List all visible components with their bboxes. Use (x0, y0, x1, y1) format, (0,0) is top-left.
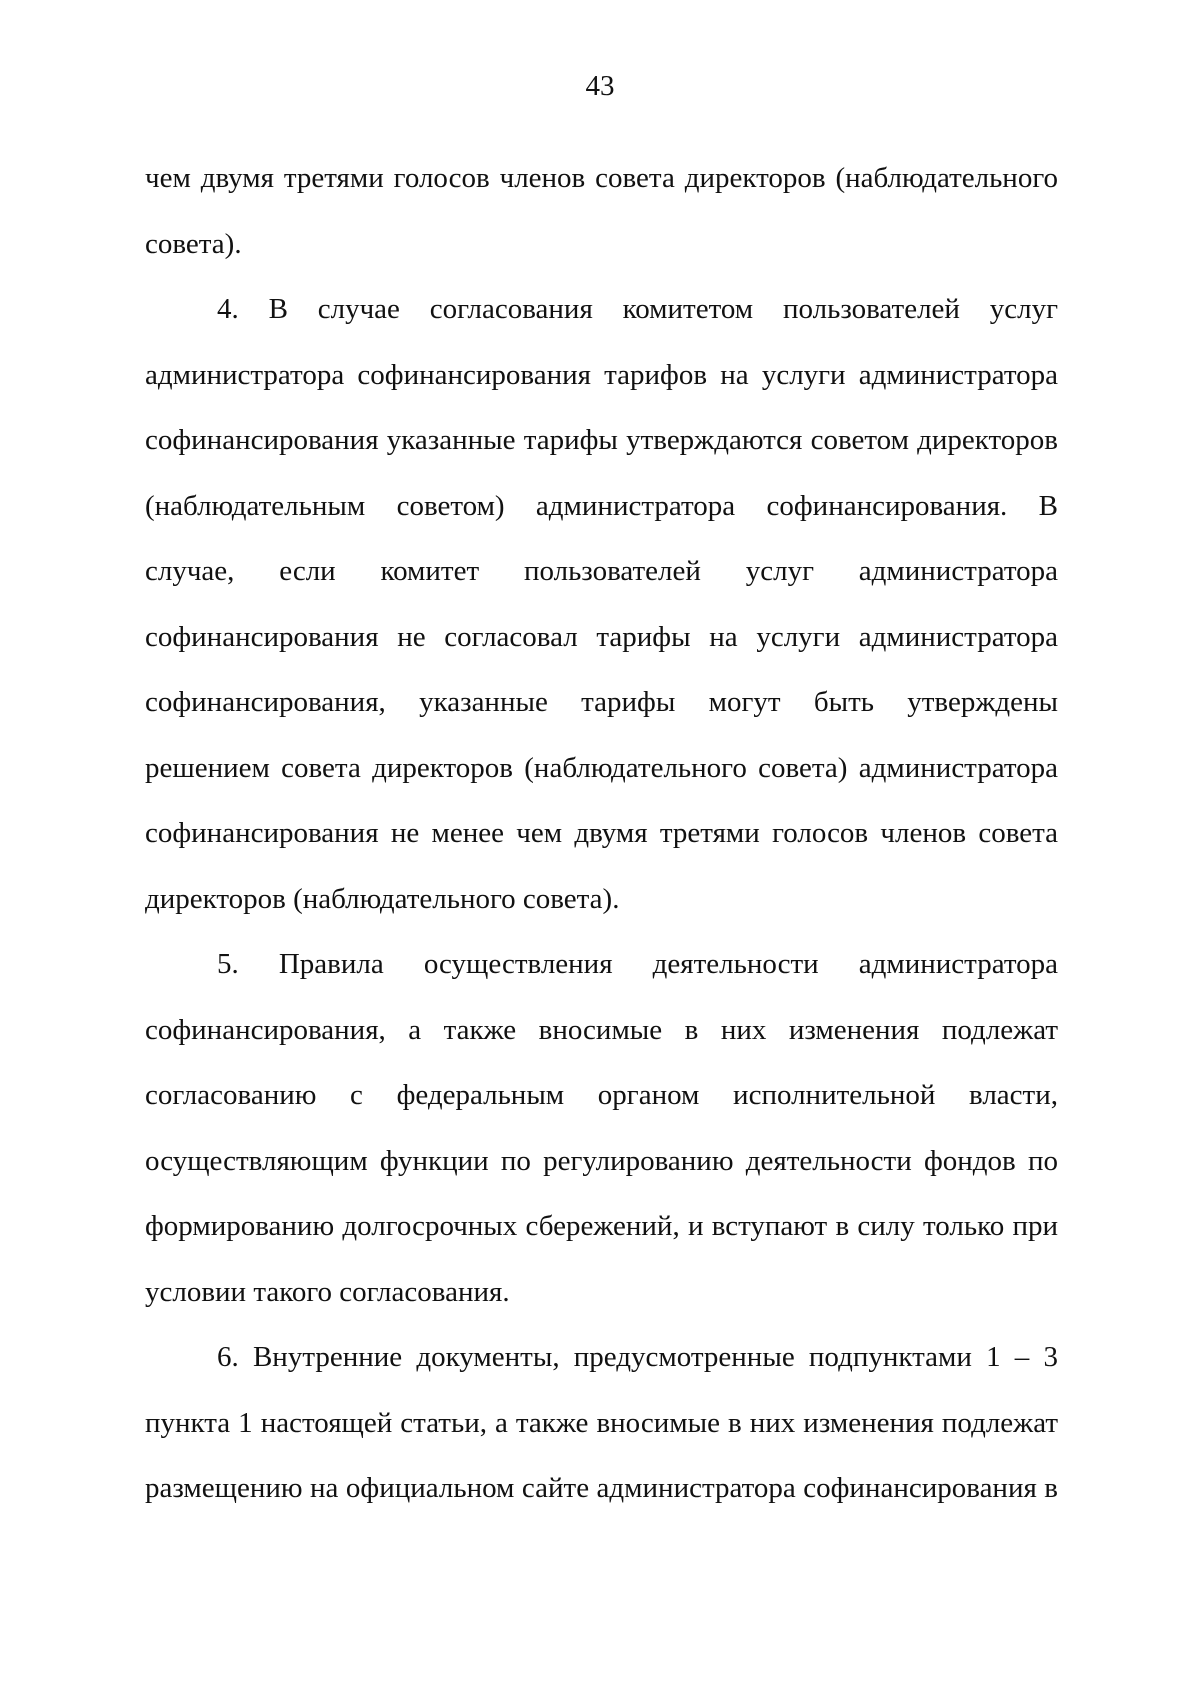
body-text (145, 146, 1058, 1522)
paragraph-5: 5. Правила осуществления деятельности администратора софинансирования, а также вносимые в них изменения подлежат согласованию с федеральным органом исполнительной власти, осуществляющим функции по регулированию деятельности фондов по формированию долгосрочных сбережений, и вступают в силу только при условии такого согласования. (145, 948, 1058, 1308)
paragraph-continuation: чем двумя третями голосов членов совета директоров (наблюдательного совета). (145, 162, 1058, 260)
page-number: 43 (585, 70, 615, 102)
paragraph-4: 4. В случае согласования комитетом пользователей услуг администратора софинансирования тарифов на услуги администратора софинансирования указанные тарифы утверждаются советом директоров (наблюдательным советом) администратора софинансирования. В случае, если комитет пользователей услуг администратора софинансирования не согласовал тарифы на услуги администратора софинансирования, указанные тарифы могут быть утверждены решением совета директоров (наблюдательного совета) администратора софинансирования не менее чем двумя третями голосов членов совета директоров (наблюдательного совета). (145, 293, 1058, 915)
paragraph-6: 6. Внутренние документы, предусмотренные подпунктами 1 – 3 пункта 1 настоящей статьи, а также вносимые в них изменения подлежат размещению на официальном сайте администратора софинансирования в (145, 1341, 1058, 1504)
